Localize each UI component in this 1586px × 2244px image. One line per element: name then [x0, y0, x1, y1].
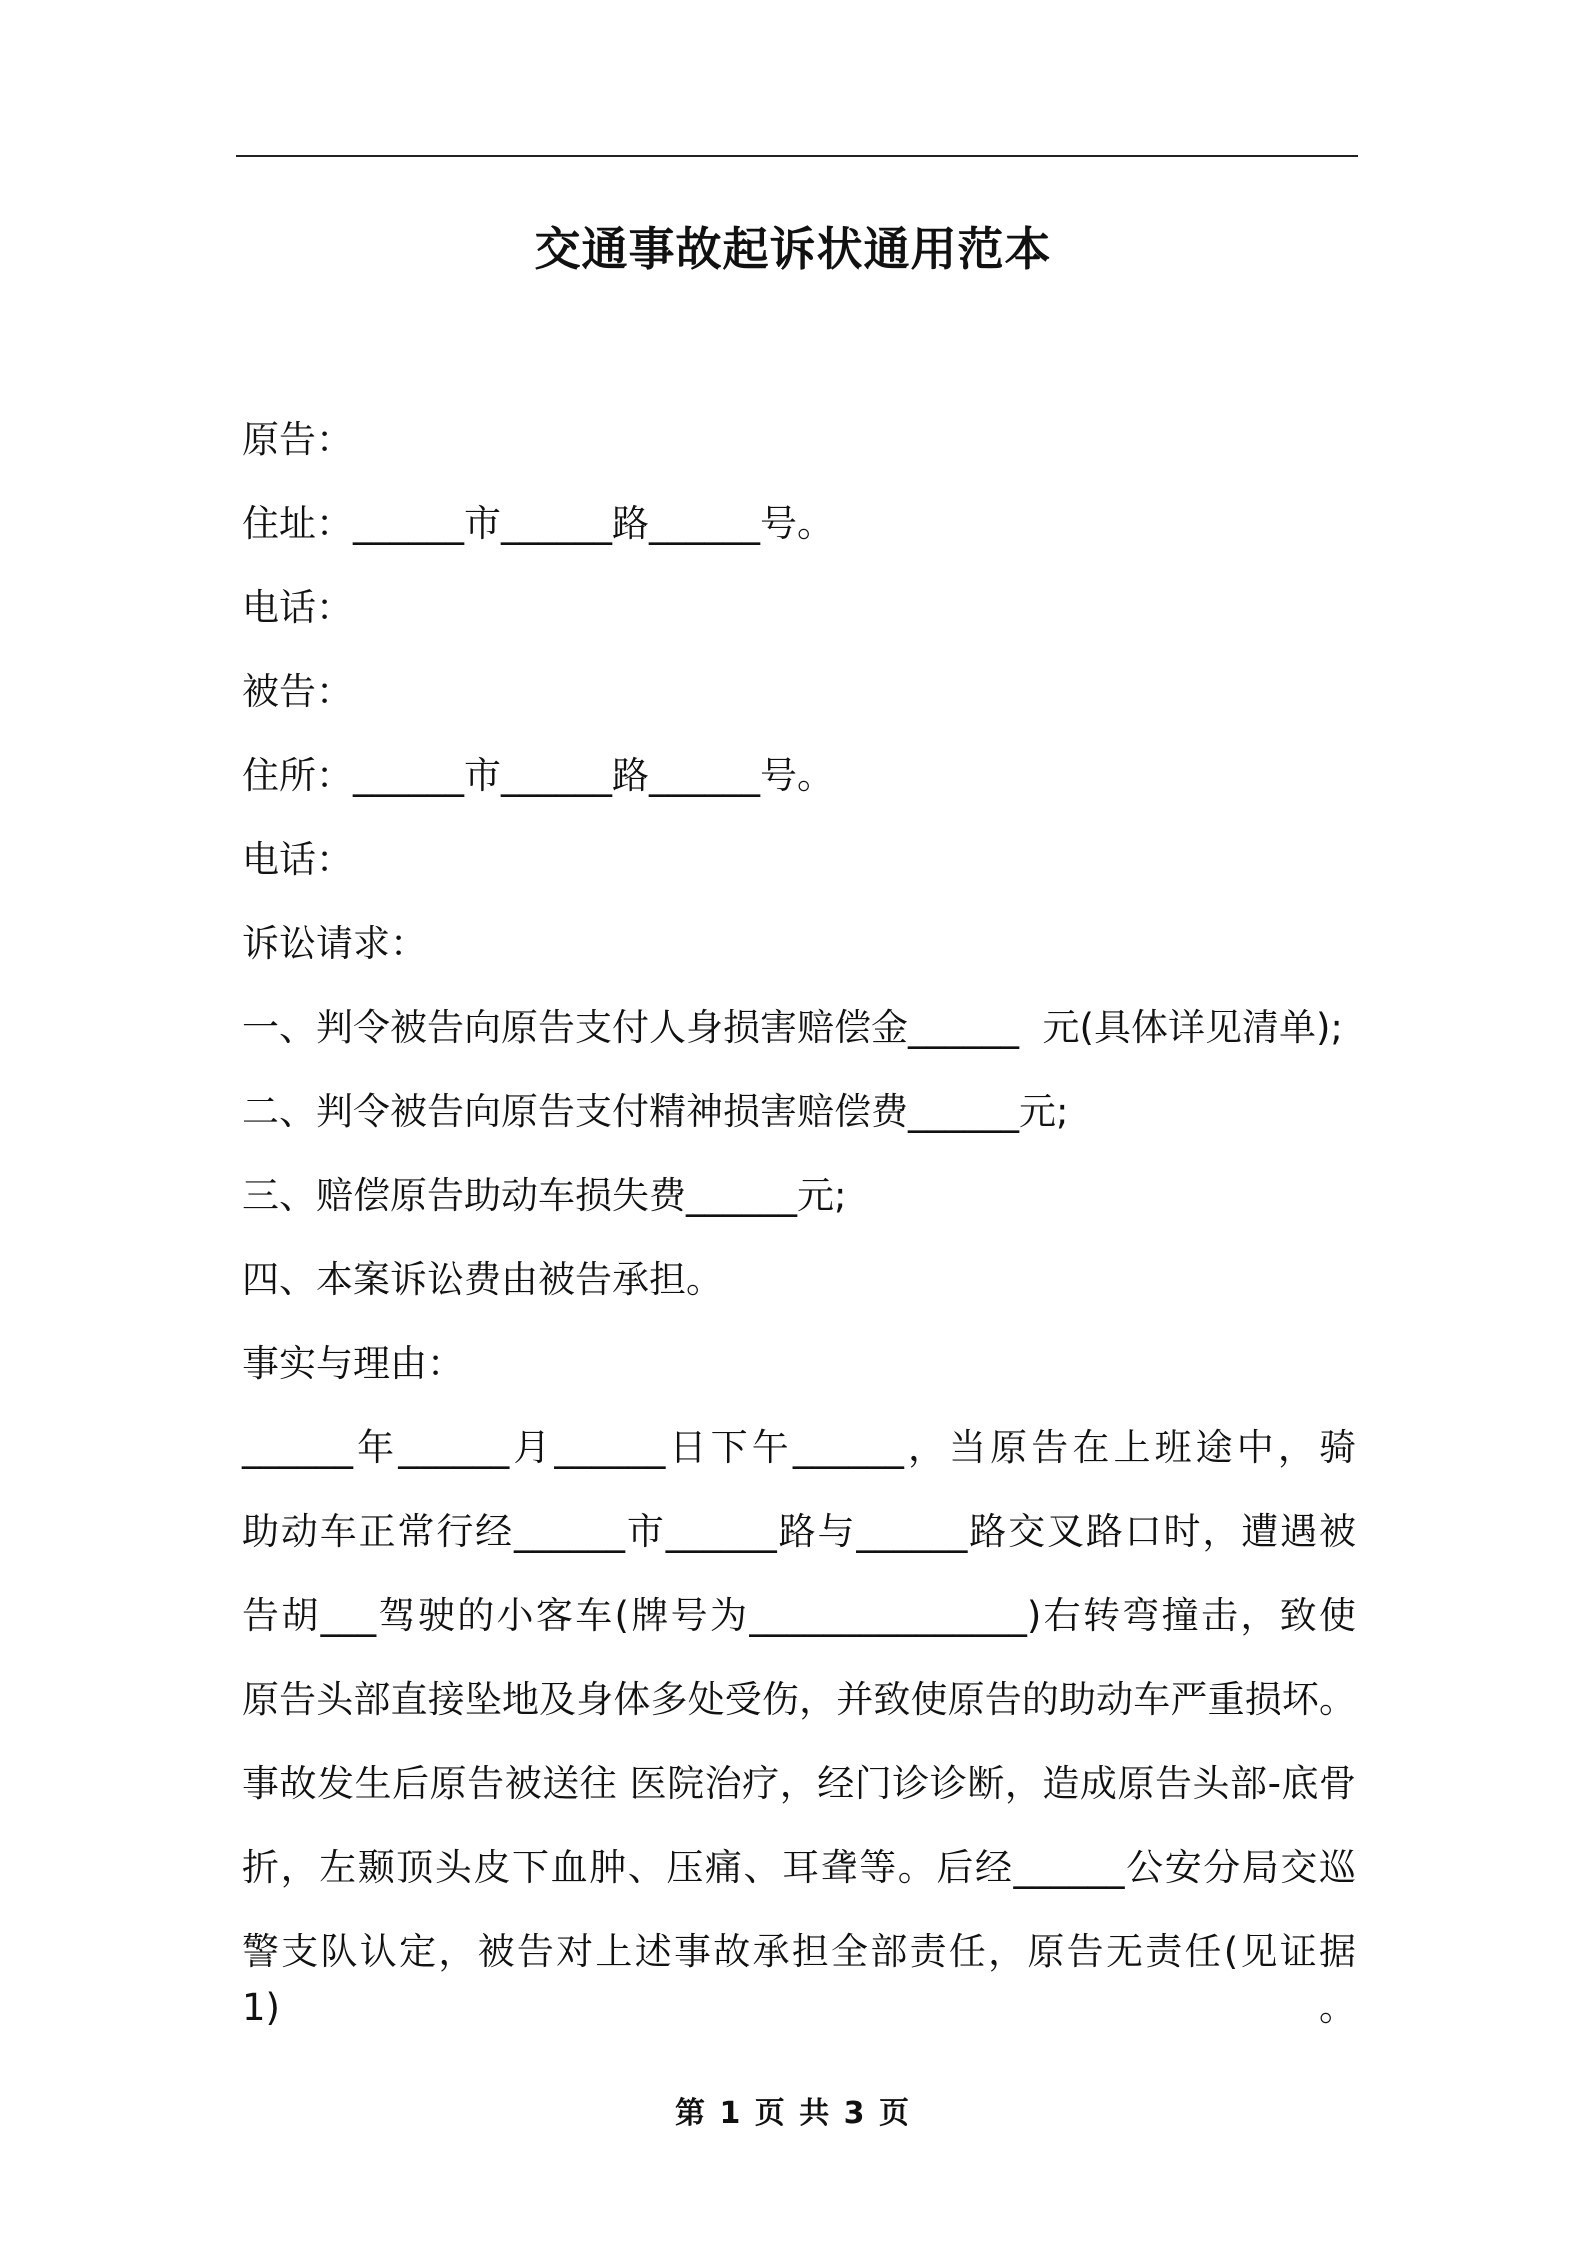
defendant-label: 被告： [242, 670, 353, 713]
facts-heading: 事实与理由： [242, 1342, 464, 1385]
plaintiff-phone: 电话： [242, 586, 353, 629]
facts-paragraph-line: 警支队认定，被告对上述事故承担全部责任，原告无责任(见证据 1)。 [242, 1930, 1356, 2029]
facts-paragraph-line: 告胡___驾驶的小客车(牌号为_______________)右转弯撞击，致使 [242, 1594, 1356, 1637]
facts-paragraph-line: 原告头部直接坠地及身体多处受伤，并致使原告的助动车严重损坏。 [242, 1678, 1356, 1721]
claim-item-4: 四、本案诉讼费由被告承担。 [242, 1258, 723, 1301]
facts-paragraph-line: 折，左颞顶头皮下血肿、压痛、耳聋等。后经______公安分局交巡 [242, 1846, 1356, 1889]
facts-paragraph-line: 事故发生后原告被送往 医院治疗，经门诊诊断，造成原告头部-底骨 [242, 1762, 1356, 1805]
header-rule [236, 155, 1358, 157]
plaintiff-label: 原告： [242, 418, 353, 461]
claims-heading: 诉讼请求： [242, 922, 427, 965]
facts-paragraph-line: 助动车正常行经______市______路与______路交叉路口时，遭遇被 [242, 1510, 1356, 1553]
page-number: 第 1 页 共 3 页 [675, 2096, 911, 2131]
defendant-phone: 电话： [242, 838, 353, 881]
plaintiff-address: 住址：______市______路______号。 [242, 502, 834, 545]
defendant-address: 住所：______市______路______号。 [242, 754, 834, 797]
document-title: 交通事故起诉状通用范本 [534, 222, 1052, 276]
facts-paragraph-line: ______年______月______日下午______，当原告在上班途中，骑 [242, 1426, 1356, 1469]
claim-item-1: 一、判令被告向原告支付人身损害赔偿金______ 元(具体详见清单); [242, 1006, 1343, 1049]
claim-item-3: 三、赔偿原告助动车损失费______元; [242, 1174, 847, 1217]
claim-item-2: 二、判令被告向原告支付精神损害赔偿费______元; [242, 1090, 1069, 1133]
